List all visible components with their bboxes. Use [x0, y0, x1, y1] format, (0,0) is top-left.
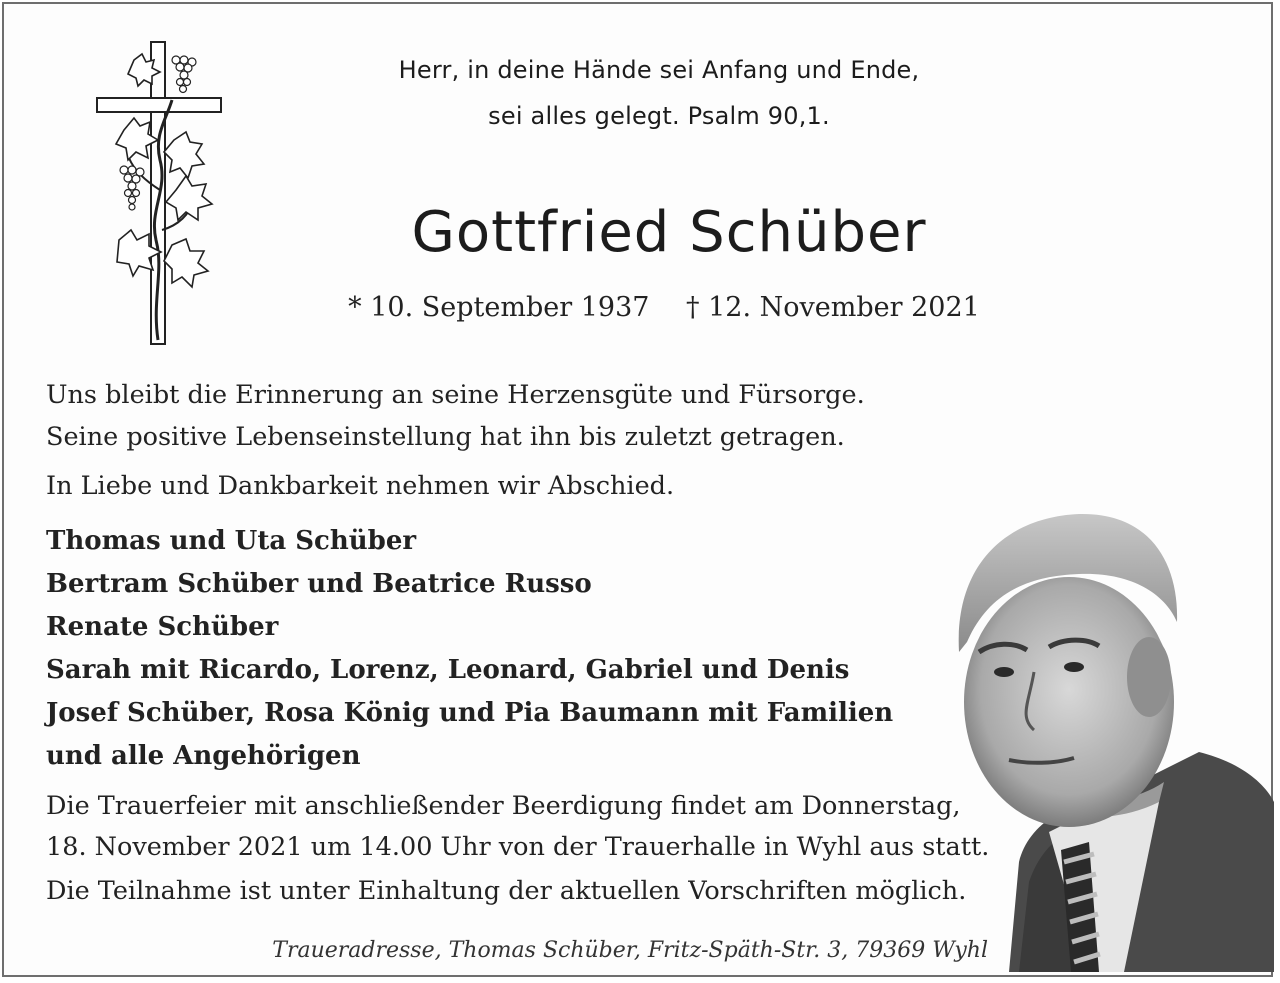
- bible-verse-line-2: sei alles gelegt. Psalm 90,1.: [488, 102, 830, 130]
- mourner-line: Sarah mit Ricardo, Lorenz, Leonard, Gabriel und Denis: [46, 655, 850, 685]
- portrait-photo: [949, 502, 1274, 972]
- mourning-address: Traueradresse, Thomas Schüber, Fritz-Späth-Str. 3, 79369 Wyhl: [272, 938, 988, 963]
- bible-verse-line-1: Herr, in deine Hände sei Anfang und Ende,: [398, 56, 920, 84]
- mourner-line: und alle Angehörigen: [46, 741, 361, 771]
- mourner-line: Thomas und Uta Schüber: [46, 526, 417, 556]
- death-date: † 12. November 2021: [686, 292, 980, 323]
- service-line-2: 18. November 2021 um 14.00 Uhr von der Trauerhalle in Wyhl aus statt.: [46, 832, 990, 862]
- deceased-name: Gottfried Schüber: [411, 200, 927, 265]
- birth-date: * 10. September 1937: [348, 292, 650, 323]
- mourner-line: Renate Schüber: [46, 612, 279, 642]
- obituary-notice: [2, 2, 1273, 977]
- service-line-1: Die Trauerfeier mit anschließender Beerdigung findet am Donnerstag,: [46, 791, 961, 821]
- mourner-line: Bertram Schüber und Beatrice Russo: [46, 569, 592, 599]
- cross-with-grapevine-icon: [94, 40, 224, 350]
- service-line-3: Die Teilnahme ist unter Einhaltung der aktuellen Vorschriften möglich.: [46, 876, 967, 906]
- message-line-2: Seine positive Lebenseinstellung hat ihn bis zuletzt getragen.: [46, 422, 845, 452]
- mourners-list: [46, 520, 893, 778]
- mourner-line: Josef Schüber, Rosa König und Pia Baumann mit Familien: [46, 698, 894, 728]
- life-dates: [304, 292, 1024, 323]
- message-line-3: In Liebe und Dankbarkeit nehmen wir Abschied.: [46, 471, 675, 501]
- message-line-1: Uns bleibt die Erinnerung an seine Herzensgüte und Fürsorge.: [46, 380, 865, 410]
